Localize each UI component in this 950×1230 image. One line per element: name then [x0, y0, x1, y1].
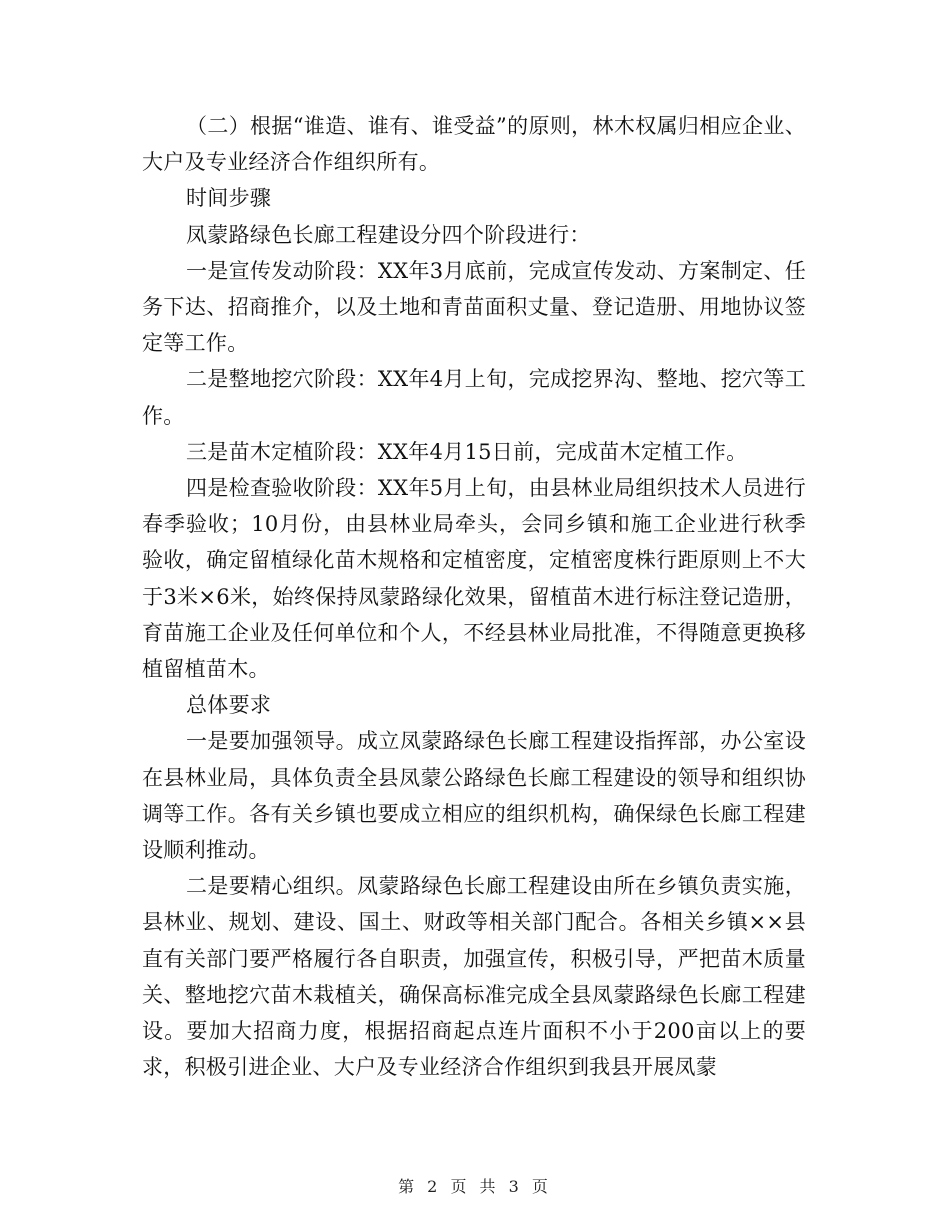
paragraph-four-stages: 凤蒙路绿色长廊工程建设分四个阶段进行： [186, 222, 591, 247]
paragraph-stage-two: 二是整地挖穴阶段：XX年4月上旬，完成挖界沟、整地、挖穴等工作。 [142, 367, 806, 428]
paragraph-ownership: （二）根据“谁造、谁有、谁受益”的原则，林木权属归相应企业、大户及专业经济合作组织所有。 [142, 114, 806, 175]
page-number-footer: 第 2 页 共 3 页 [398, 1177, 552, 1196]
section-heading-general-requirements: 总体要求 [186, 693, 272, 718]
paragraph-organization: 二是要精心组织。凤蒙路绿色长廊工程建设由所在乡镇负责实施，县林业、规划、建设、国土、财政等相关部门配合。各相关乡镇××县直有关部门要严格履行各自职责，加强宣传，积极引导，严把苗木质量关、整地挖穴苗木栽植关，确保高标准完成全县凤蒙路绿色长廊工程建设。要加大招商力度，根据招商起点连片面积不小于200亩以上的要求，积极引进企业、大户及专业经济合作组织到我县开展凤蒙 [142, 874, 806, 1080]
paragraph-stage-one: 一是宣传发动阶段：XX年3月底前，完成宣传发动、方案制定、任务下达、招商推介，以及土地和青苗面积丈量、登记造册、用地协议签定等工作。 [142, 258, 806, 356]
document-body [142, 108, 806, 1085]
paragraph-stage-three: 三是苗木定植阶段：XX年4月15日前，完成苗木定植工作。 [186, 439, 748, 464]
paragraph-stage-four: 四是检查验收阶段：XX年5月上旬，由县林业局组织技术人员进行春季验收；10月份，由县林业局牵头，会同乡镇和施工企业进行秋季验收，确定留植绿化苗木规格和定植密度，定植密度株行距原则上不大于3米×6米，始终保持凤蒙路绿化效果，留植苗木进行标注登记造册，育苗施工企业及任何单位和个人，不经县林业局批准，不得随意更换移植留植苗木。 [142, 476, 806, 682]
section-heading-time-steps: 时间步骤 [186, 186, 272, 211]
paragraph-leadership: 一是要加强领导。成立凤蒙路绿色长廊工程建设指挥部，办公室设在县林业局，具体负责全县凤蒙公路绿色长廊工程建设的领导和组织协调等工作。各有关乡镇也要成立相应的组织机构，确保绿色长廊工程建设顺利推动。 [142, 729, 806, 863]
